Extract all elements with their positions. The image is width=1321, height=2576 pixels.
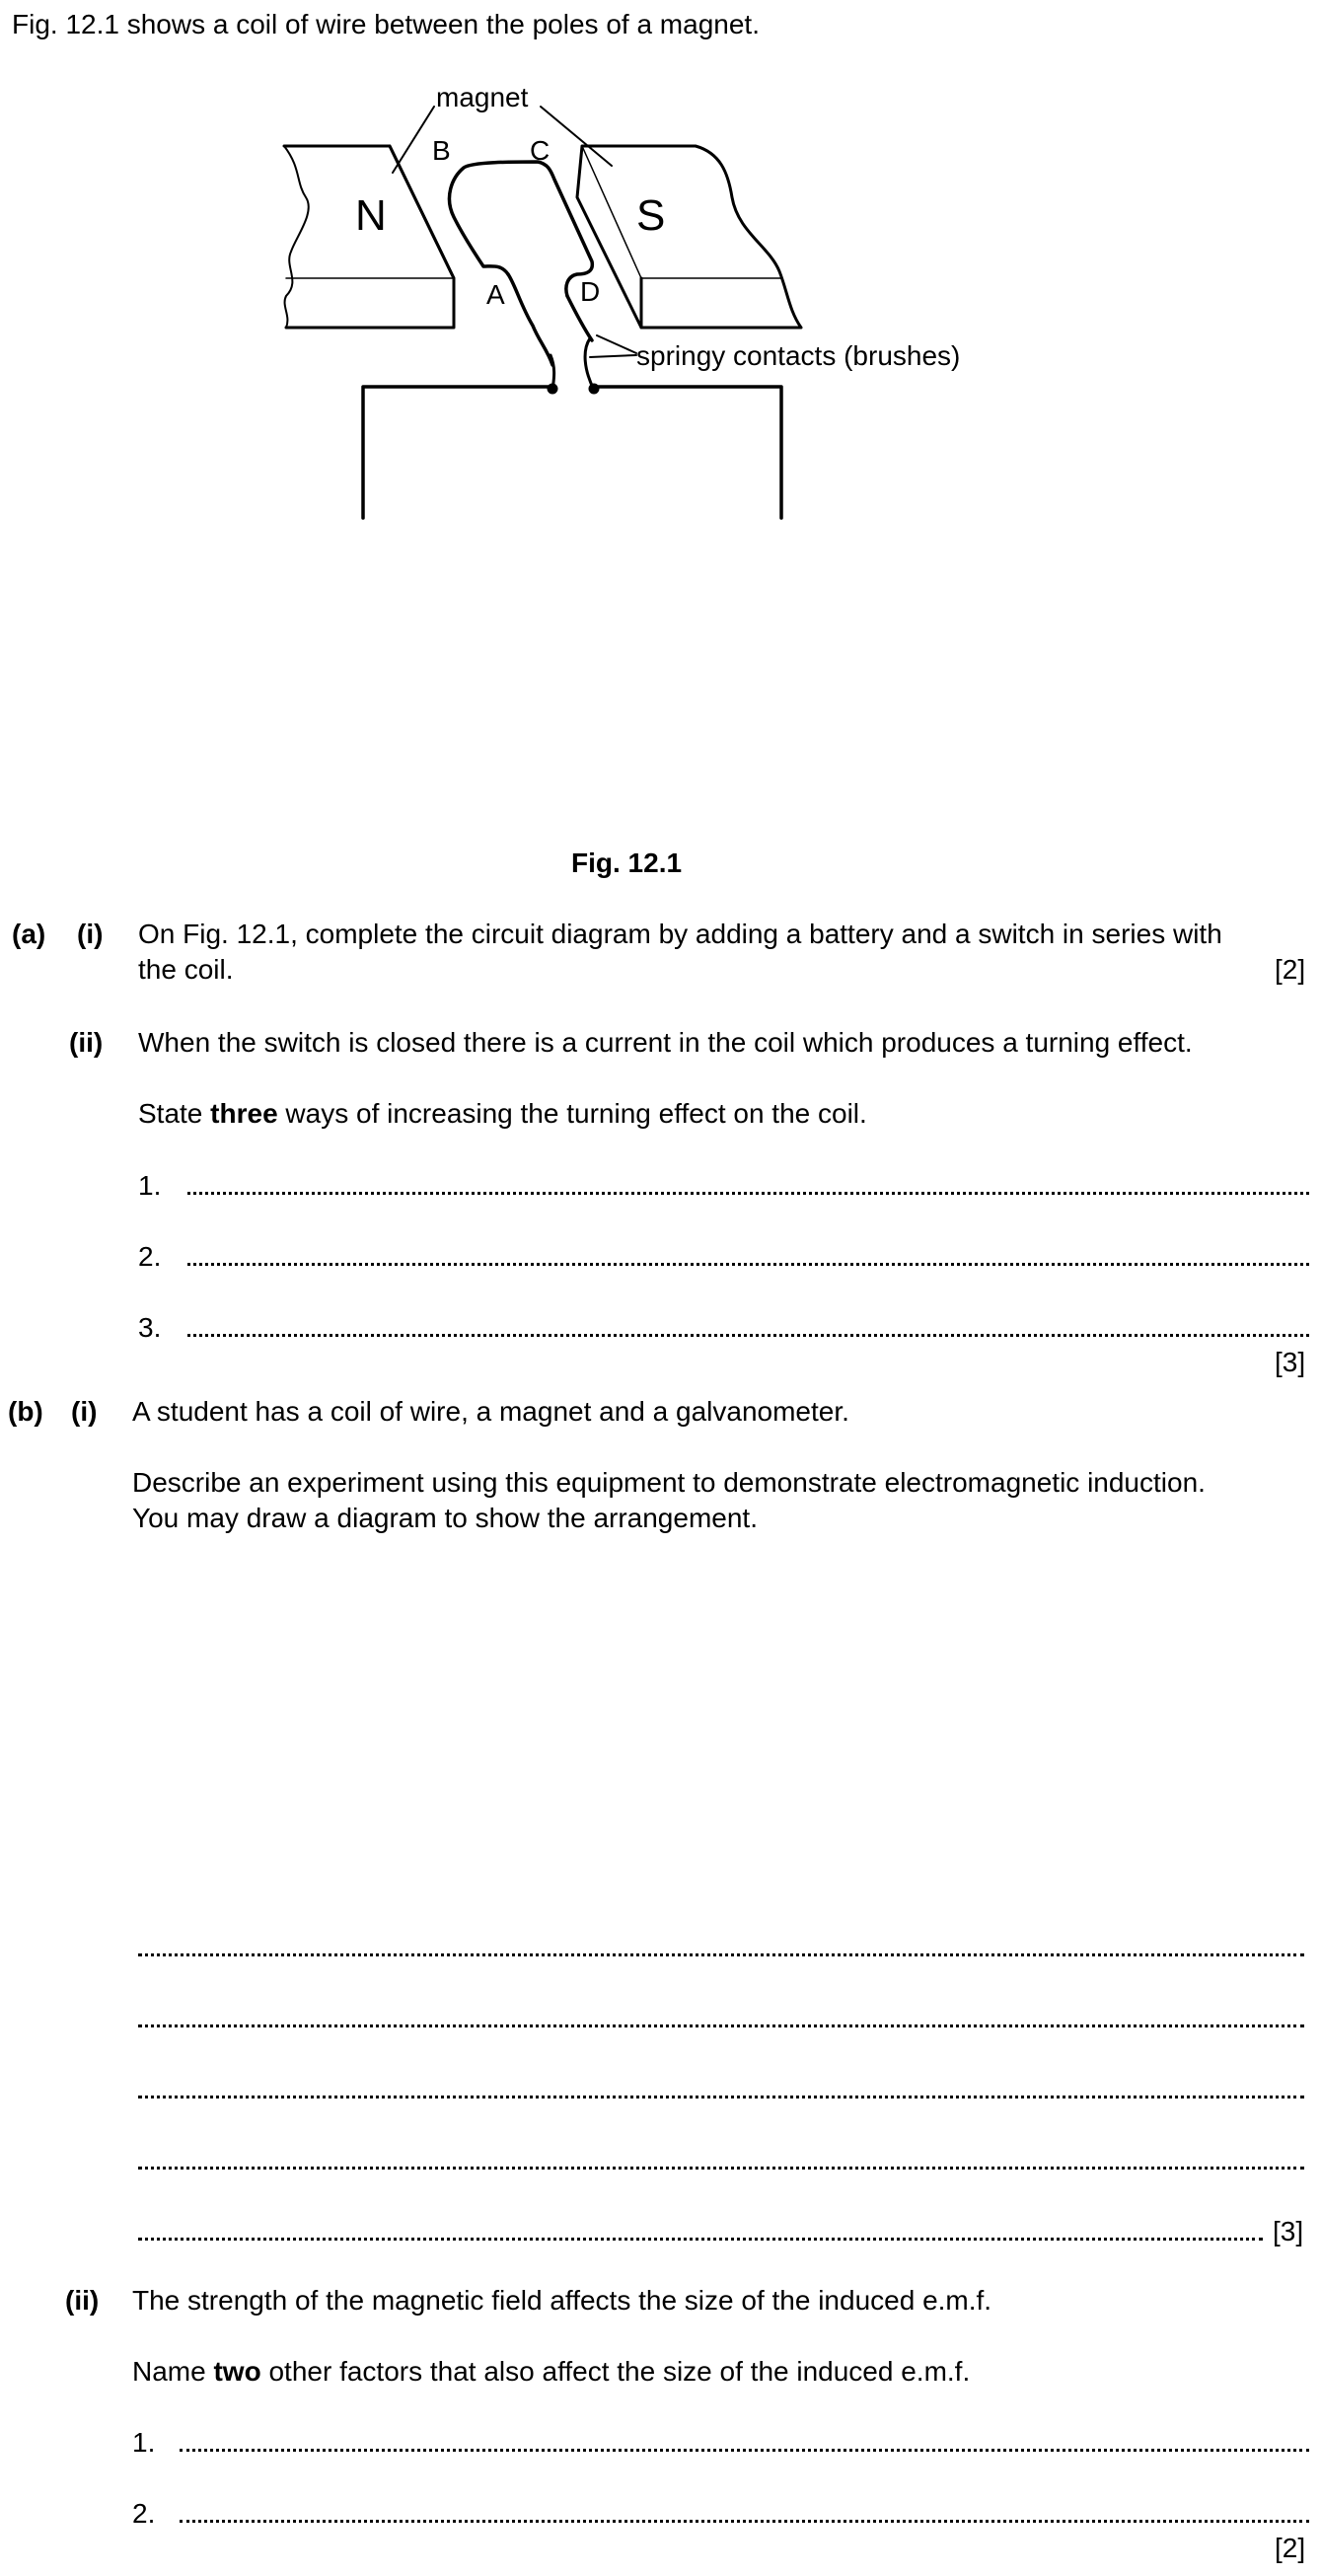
brush-contact-right — [589, 384, 600, 395]
label-C: C — [530, 135, 550, 166]
part-a-ii-marks: [3] — [1275, 1347, 1306, 1377]
part-a-ii-answer-2-number: 2. — [138, 1241, 162, 1272]
part-a-ii-answer-3-line[interactable] — [187, 1334, 1309, 1337]
label-B: B — [432, 135, 451, 166]
part-b-ii-marks: [2] — [1275, 2533, 1306, 2563]
label-S: S — [636, 191, 666, 240]
label-magnet: magnet — [436, 82, 529, 112]
part-b-i-line1: Describe an experiment using this equipment to demonstrate electromagnetic induction. — [132, 1467, 1206, 1498]
figure-caption: Fig. 12.1 — [571, 847, 683, 878]
part-b-i-answer-line-2[interactable] — [138, 2024, 1304, 2027]
part-a-i-label: (i) — [77, 919, 104, 949]
label-A: A — [486, 279, 505, 310]
part-a-ii-answer-3-number: 3. — [138, 1312, 162, 1343]
magnet-south-pole — [577, 146, 801, 328]
label-N: N — [355, 191, 387, 240]
brush-contact-left — [548, 384, 558, 395]
coil — [449, 162, 592, 365]
part-a-label: (a) — [12, 919, 46, 949]
part-b-ii-text: The strength of the magnetic field affects the size of the induced e.m.f. — [132, 2285, 992, 2316]
part-b-i-text: A student has a coil of wire, a magnet and a galvanometer. — [132, 1396, 849, 1427]
label-D: D — [580, 276, 601, 307]
part-b-i-marks: [3] — [1273, 2216, 1304, 2246]
part-b-ii-label: (ii) — [65, 2285, 100, 2316]
part-b-i-answer-line-5[interactable] — [138, 2238, 1263, 2241]
part-b-ii-answer-2-line[interactable] — [180, 2520, 1309, 2523]
part-b-label: (b) — [8, 1396, 43, 1427]
circuit-wires — [363, 387, 781, 518]
part-a-ii-text: When the switch is closed there is a current in the coil which produces a turning effect. — [138, 1027, 1193, 1058]
part-b-ii-prompt: Name two other factors that also affect the size of the induced e.m.f. — [132, 2356, 971, 2387]
part-a-ii-label: (ii) — [69, 1027, 104, 1058]
part-b-i-answer-line-3[interactable] — [138, 2096, 1304, 2098]
part-a-i-line1: On Fig. 12.1, complete the circuit diagram by adding a battery and a switch in series with — [138, 919, 1222, 949]
part-a-ii-answer-1-line[interactable] — [187, 1192, 1309, 1195]
part-a-i-line2: the coil. — [138, 954, 234, 985]
part-b-i-line2: You may draw a diagram to show the arrangement. — [132, 1503, 758, 1533]
part-a-ii-prompt: State three ways of increasing the turning effect on the coil. — [138, 1098, 867, 1129]
figure-coil-magnet — [0, 0, 1321, 552]
intro-text: Fig. 12.1 shows a coil of wire between the poles of a magnet. — [12, 9, 760, 39]
part-b-ii-answer-2-number: 2. — [132, 2498, 156, 2529]
label-brushes: springy contacts (brushes) — [636, 340, 961, 371]
part-b-i-label: (i) — [71, 1396, 98, 1427]
part-b-i-answer-line-1[interactable] — [138, 1953, 1304, 1956]
brushes — [550, 335, 636, 390]
part-a-ii-answer-2-line[interactable] — [187, 1263, 1309, 1266]
part-b-ii-answer-1-number: 1. — [132, 2427, 156, 2458]
part-a-ii-answer-1-number: 1. — [138, 1170, 162, 1201]
part-b-i-answer-line-4[interactable] — [138, 2167, 1304, 2170]
part-b-ii-answer-1-line[interactable] — [180, 2449, 1309, 2452]
part-a-i-marks: [2] — [1275, 954, 1306, 985]
